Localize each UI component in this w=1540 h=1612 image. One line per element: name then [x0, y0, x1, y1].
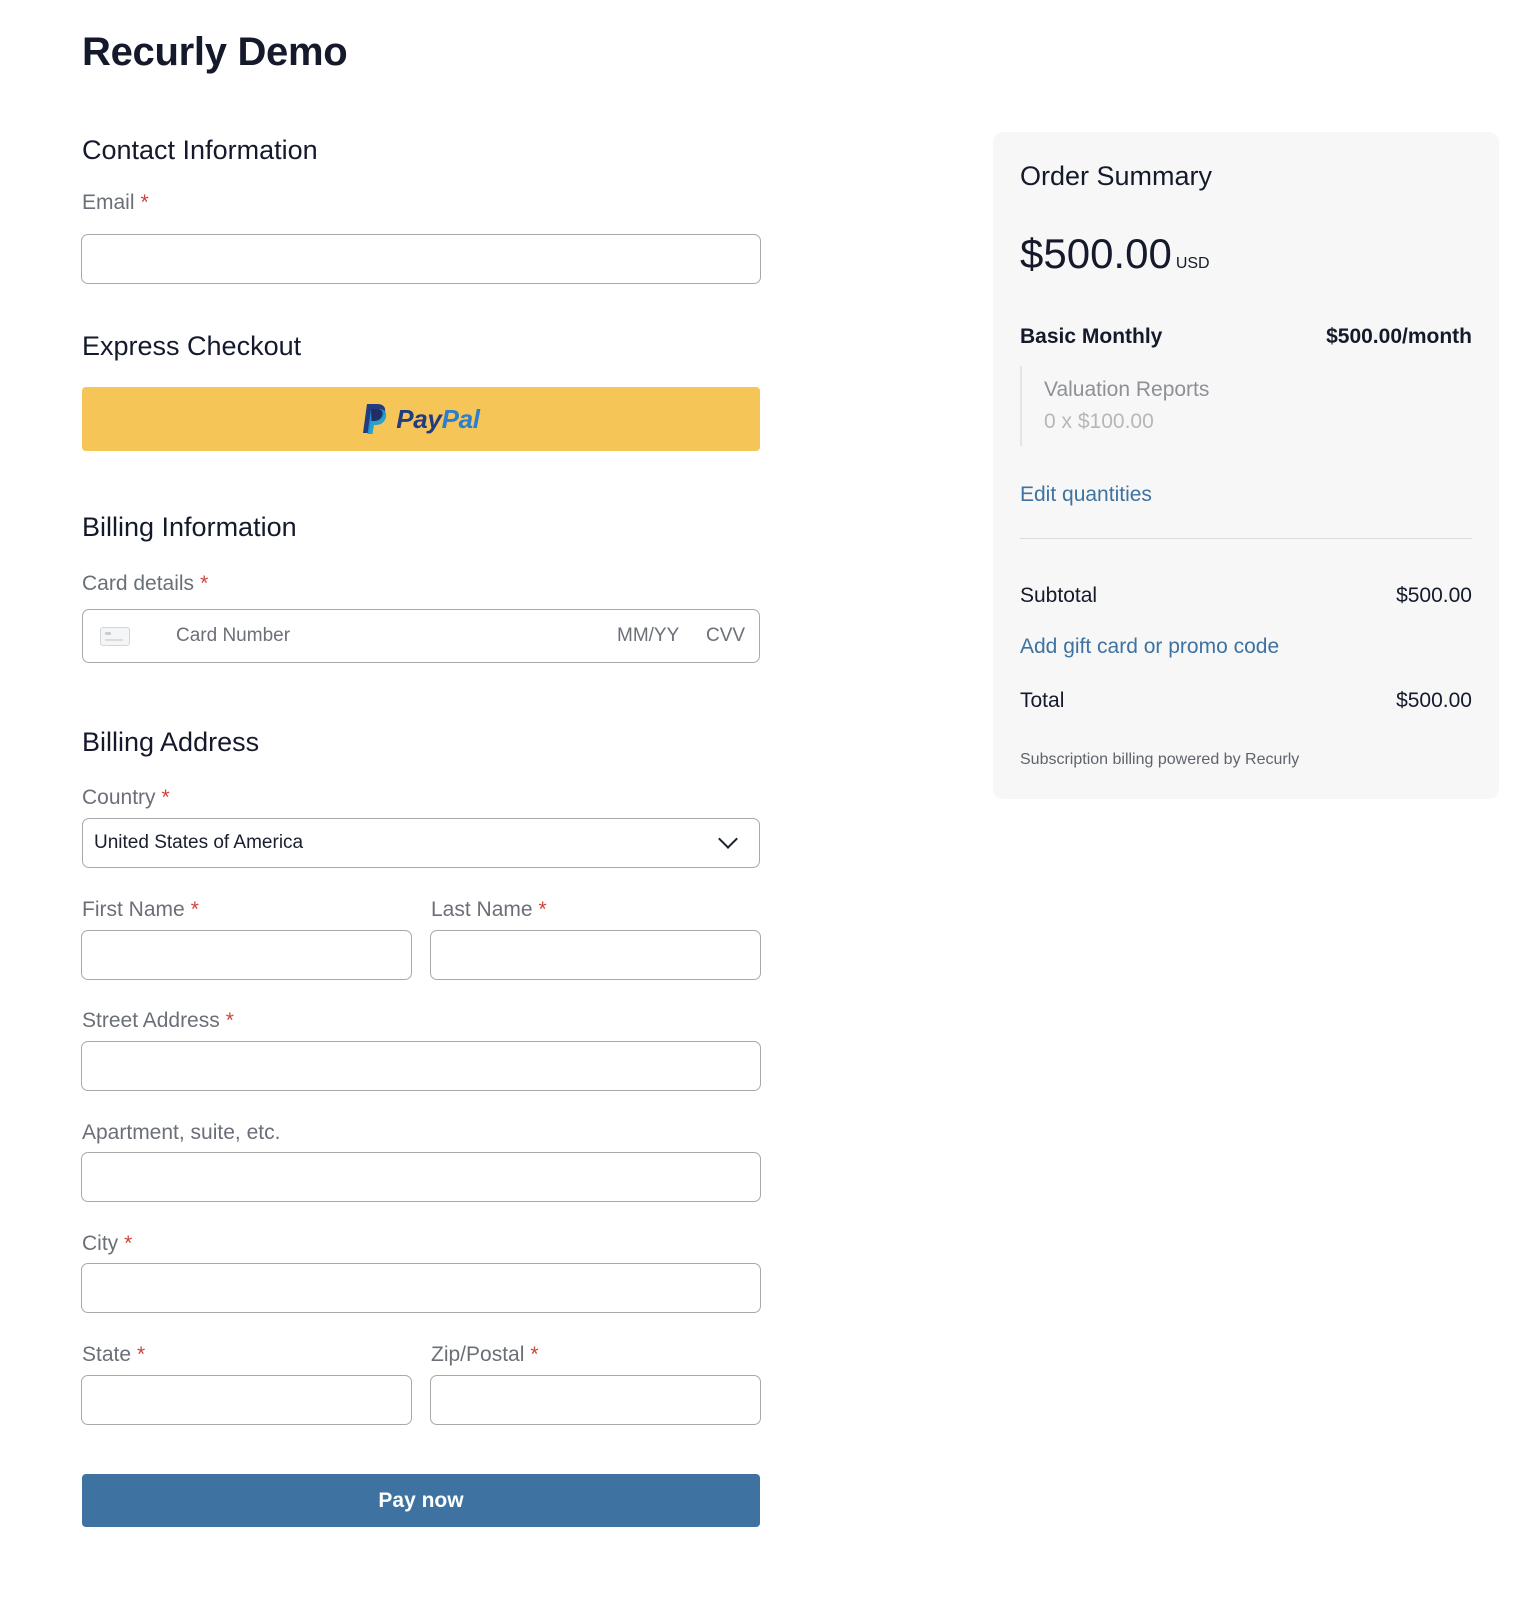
street-address-input[interactable]	[81, 1041, 761, 1091]
powered-by-text: Subscription billing powered by Recurly	[1020, 751, 1300, 768]
required-mark: *	[225, 1009, 234, 1032]
promo-code-link[interactable]: Add gift card or promo code	[1020, 635, 1280, 658]
first-name-label	[82, 898, 199, 922]
subtotal-label: Subtotal	[1020, 584, 1098, 607]
email-label-text: Email	[82, 191, 135, 214]
street-address-label	[82, 1009, 234, 1033]
required-mark: *	[190, 898, 199, 921]
email-label	[82, 191, 149, 215]
page-title: Recurly Demo	[82, 30, 348, 74]
city-label-text: City	[82, 1232, 119, 1255]
state-input[interactable]	[81, 1375, 412, 1425]
express-checkout-title: Express Checkout	[82, 331, 302, 361]
country-select-value: United States of America	[94, 832, 304, 853]
order-total-amount	[1020, 230, 1210, 278]
country-label-text: Country	[82, 786, 156, 809]
subtotal-value: $500.00	[1396, 584, 1472, 607]
required-mark: *	[530, 1343, 539, 1366]
state-label	[82, 1343, 145, 1367]
paypal-button[interactable]	[82, 387, 760, 451]
summary-divider	[1020, 538, 1472, 539]
last-name-input[interactable]	[430, 930, 761, 980]
card-icon	[100, 627, 130, 646]
last-name-label-text: Last Name	[431, 898, 533, 921]
paypal-word-pal: Pal	[441, 403, 480, 434]
order-amount-value: $500.00	[1020, 230, 1172, 277]
pay-now-button[interactable]: Pay now	[82, 1474, 760, 1527]
card-details-label	[82, 572, 208, 596]
country-select[interactable]	[82, 818, 760, 868]
paypal-wordmark	[396, 404, 480, 435]
addon-item	[1020, 366, 1320, 446]
zip-label	[431, 1343, 539, 1367]
paypal-logo-icon	[362, 403, 388, 435]
order-currency: USD	[1175, 255, 1210, 272]
apartment-label: Apartment, suite, etc.	[82, 1121, 281, 1144]
email-input[interactable]	[81, 234, 761, 284]
order-summary-panel	[993, 132, 1499, 799]
required-mark: *	[137, 1343, 146, 1366]
apartment-input[interactable]	[81, 1152, 761, 1202]
country-label	[82, 786, 170, 810]
addon-name: Valuation Reports	[1044, 378, 1210, 401]
total-label: Total	[1020, 689, 1065, 712]
expiry-input[interactable]: MM/YY	[617, 625, 680, 646]
first-name-input[interactable]	[81, 930, 412, 980]
billing-address-title: Billing Address	[82, 727, 260, 757]
chevron-down-icon	[718, 829, 738, 849]
card-details-label-text: Card details	[82, 572, 195, 595]
cvv-input[interactable]: CVV	[706, 625, 746, 646]
plan-price: $500.00/month	[1326, 325, 1472, 348]
paypal-word-pay: Pay	[396, 403, 442, 434]
city-label	[82, 1232, 132, 1256]
state-label-text: State	[82, 1343, 132, 1366]
contact-section-title: Contact Information	[82, 135, 318, 165]
required-mark: *	[161, 786, 170, 809]
billing-information-title: Billing Information	[82, 512, 297, 542]
city-input[interactable]	[81, 1263, 761, 1313]
required-mark: *	[140, 191, 149, 214]
card-details-field[interactable]	[82, 609, 760, 663]
order-summary-title: Order Summary	[1020, 161, 1213, 191]
zip-input[interactable]	[430, 1375, 761, 1425]
total-value: $500.00	[1396, 689, 1472, 712]
addon-quantity: 0 x $100.00	[1044, 410, 1154, 433]
card-number-input[interactable]: Card Number	[176, 625, 291, 646]
last-name-label	[431, 898, 547, 922]
plan-name: Basic Monthly	[1020, 325, 1163, 348]
required-mark: *	[124, 1232, 133, 1255]
required-mark: *	[538, 898, 547, 921]
zip-label-text: Zip/Postal	[431, 1343, 525, 1366]
required-mark: *	[200, 572, 209, 595]
street-address-label-text: Street Address	[82, 1009, 220, 1032]
edit-quantities-link[interactable]: Edit quantities	[1020, 483, 1152, 506]
first-name-label-text: First Name	[82, 898, 185, 921]
